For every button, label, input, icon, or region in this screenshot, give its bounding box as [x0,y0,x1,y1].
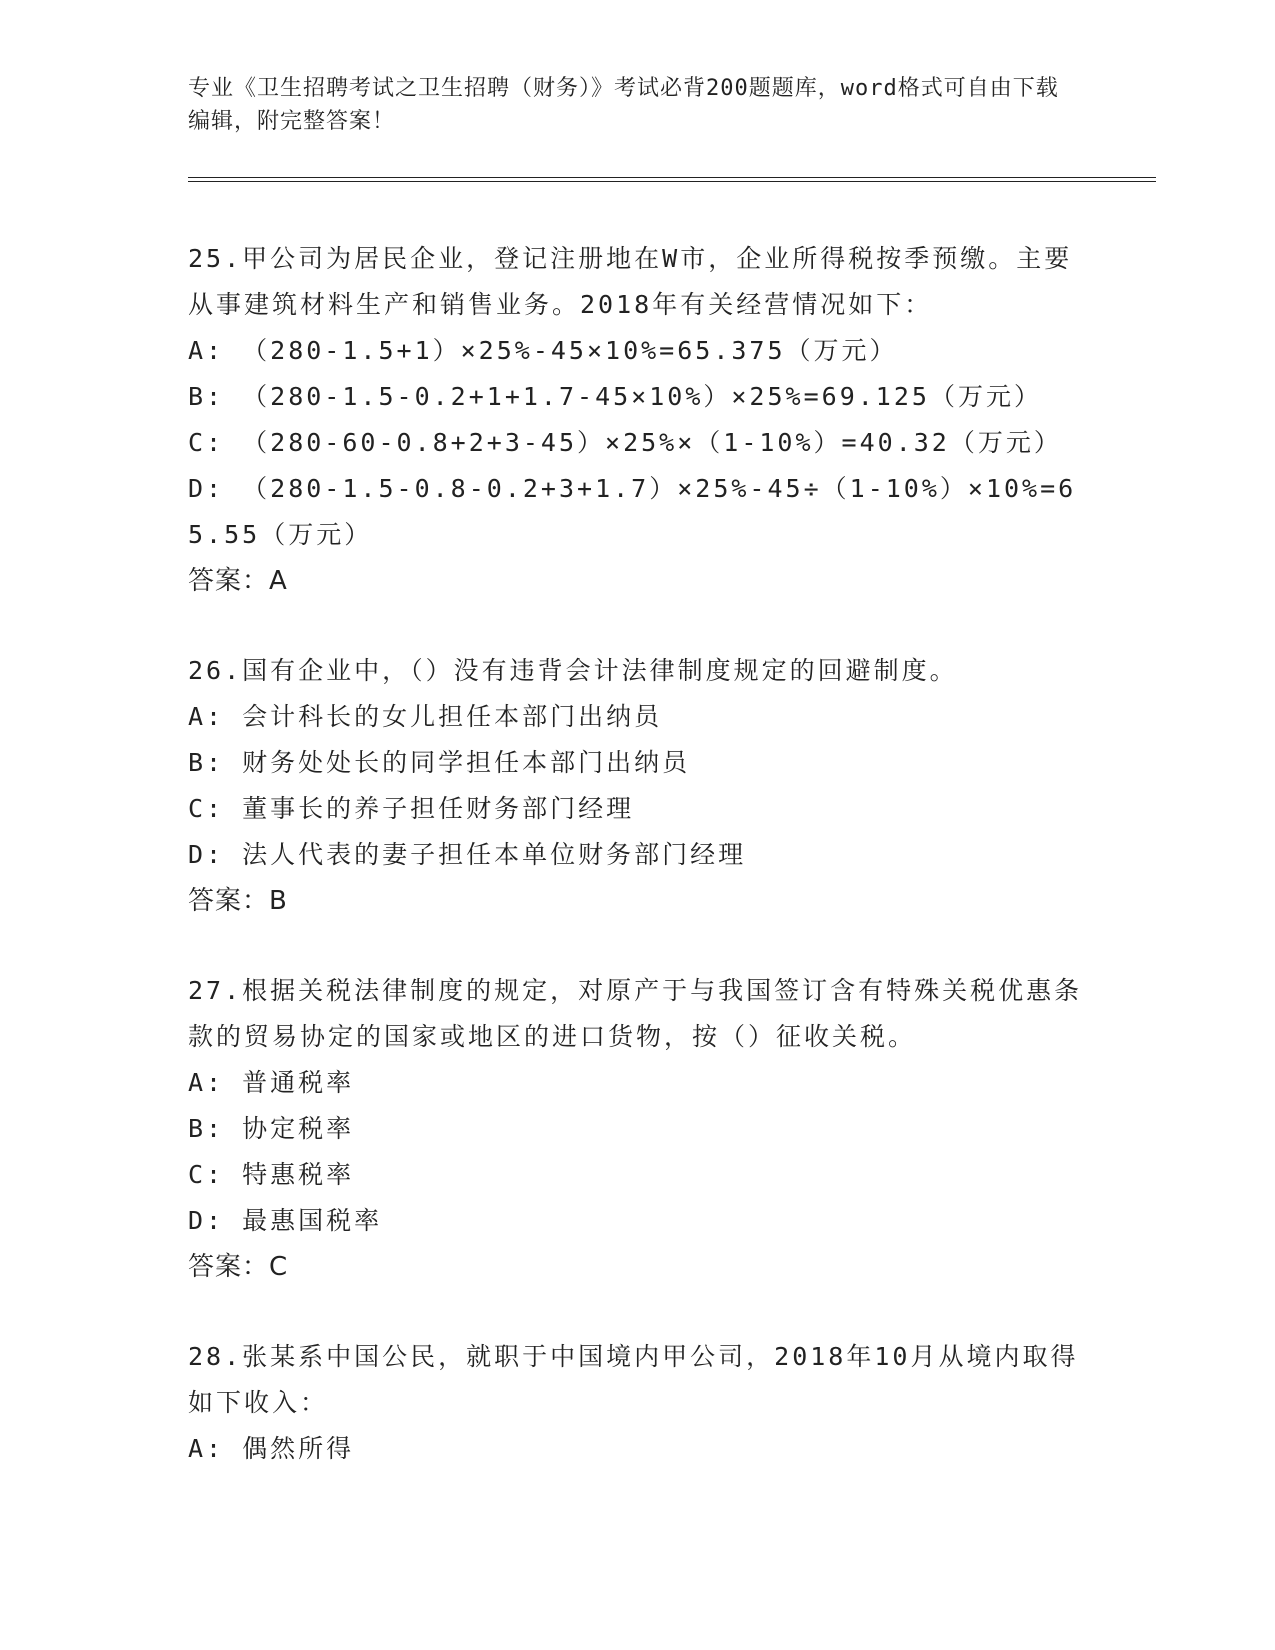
option-d: D: 最惠国税率 [188,1206,383,1235]
option-a: A: （280-1.5+1）×25%-45×10%=65.375（万元） [188,336,898,365]
header-divider [188,177,1156,182]
answer-line: 答案：A [188,566,288,596]
option-a: A: 偶然所得 [188,1434,355,1463]
option-b: B: （280-1.5-0.2+1+1.7-45×10%）×25%=69.125（万元） [188,382,1042,411]
question-stem: 27.根据关税法律制度的规定，对原产于与我国签订含有特殊关税优惠条款的贸易协定的国家或地区的进口货物，按（）征收关税。 [188,976,1083,1051]
question-stem: 28.张某系中国公民，就职于中国境内甲公司，2018年10月从境内取得如下收入： [188,1342,1079,1417]
option-a: A: 普通税率 [188,1068,355,1097]
option-c: C: （280-60-0.8+2+3-45）×25%×（1-10%）=40.32（万元） [188,428,1062,457]
question-list [188,236,1088,1516]
question-stem: 25.甲公司为居民企业，登记注册地在W市，企业所得税按季预缴。主要从事建筑材料生产和销售业务。2018年有关经营情况如下： [188,244,1073,319]
question-26 [188,648,1088,924]
option-b: B: 财务处处长的同学担任本部门出纳员 [188,748,691,777]
document-header: 专业《卫生招聘考试之卫生招聘（财务）》考试必背200题题库，word格式可自由下载编辑，附完整答案！ [188,76,1059,134]
question-27 [188,968,1088,1290]
option-b: B: 协定税率 [188,1114,355,1143]
question-28 [188,1334,1088,1472]
answer-line: 答案：B [188,886,288,916]
answer-line: 答案：C [188,1252,289,1282]
question-stem: 26.国有企业中，（）没有违背会计法律制度规定的回避制度。 [188,656,958,685]
option-c: C: 特惠税率 [188,1160,355,1189]
option-d: D: 法人代表的妻子担任本单位财务部门经理 [188,840,747,869]
question-25 [188,236,1088,604]
option-c: C: 董事长的养子担任财务部门经理 [188,794,635,823]
option-a: A: 会计科长的女儿担任本部门出纳员 [188,702,663,731]
option-d: D: （280-1.5-0.8-0.2+3+1.7）×25%-45÷（1-10%）×10%=65.55（万元） [188,474,1077,549]
